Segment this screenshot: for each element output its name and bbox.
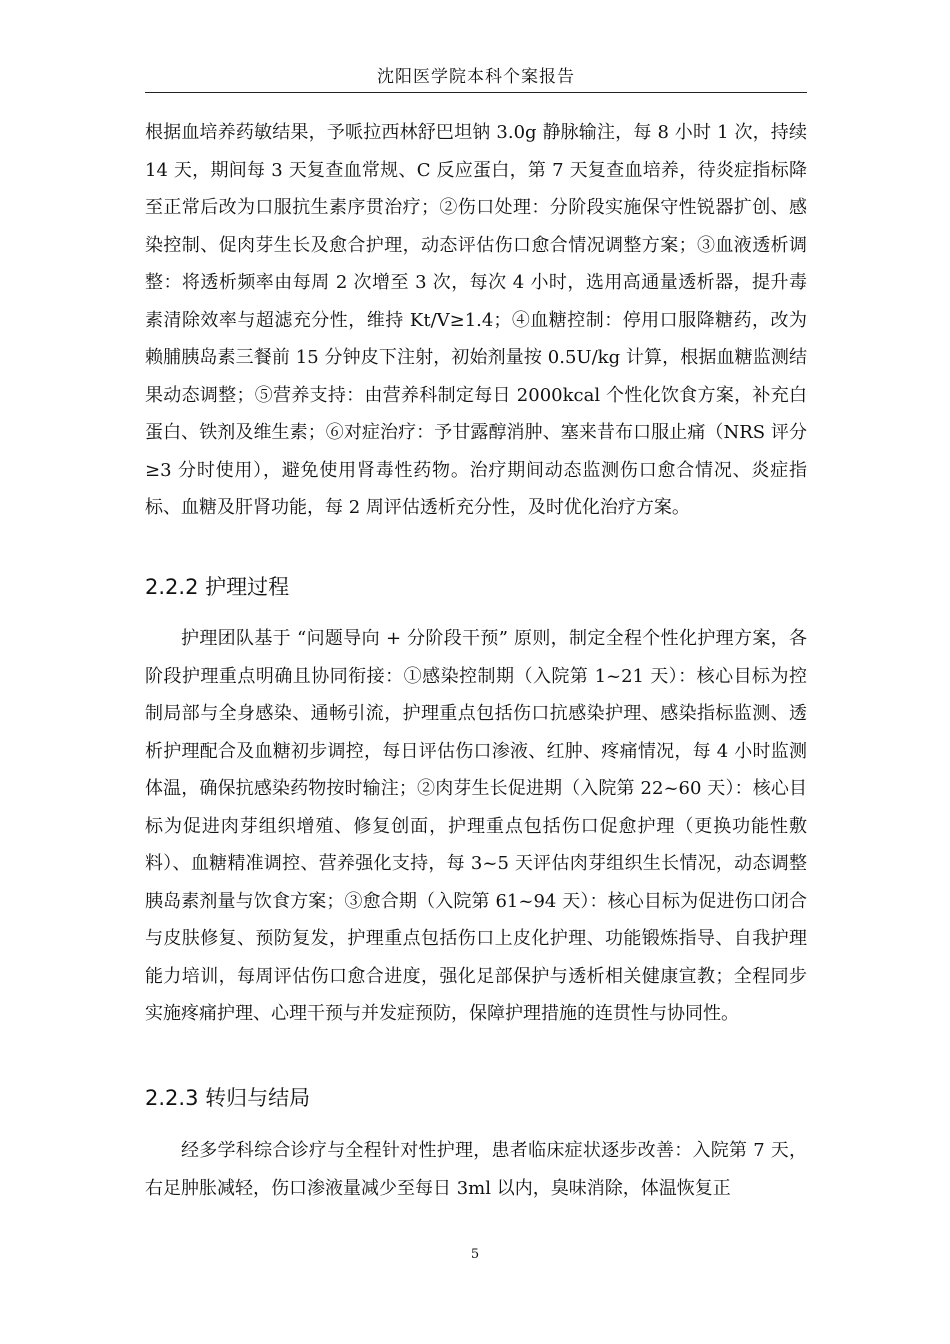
header-divider	[145, 92, 807, 93]
treatment-paragraph: 根据血培养药敏结果，予哌拉西林舒巴坦钠 3.0g 静脉输注，每 8 小时 1 次，持续 14 天，期间每 3 天复查血常规、C 反应蛋白，第 7 天复查血培养，待炎症指标降至正常后改为口服抗生素序贯治疗；②伤口处理：分阶段实施保守性锐器扩创、感染控制、促肉芽生长及愈合护理，动态评估伤口愈合情况调整方案；③血液透析调整：将透析频率由每周 2 次增至 3 次，每次 4 小时，选用高通量透析器，提升毒素清除效率与超滤充分性，维持 Kt/V≥1.4；④血糖控制：停用口服降糖药，改为赖脯胰岛素三餐前 15 分钟皮下注射，初始剂量按 0.5U/kg 计算，根据血糖监测结果动态调整；⑤营养支持：由营养科制定每日 2000kcal 个性化饮食方案，补充白蛋白、铁剂及维生素；⑥对症治疗：予甘露醇消肿、塞来昔布口服止痛（NRS 评分≥3 分时使用），避免使用肾毒性药物。治疗期间动态监测伤口愈合情况、炎症指标、血糖及肝肾功能，每 2 周评估透析充分性，及时优化治疗方案。	[145, 122, 807, 518]
outcome-paragraph: 经多学科综合诊疗与全程针对性护理，患者临床症状逐步改善：入院第 7 天，右足肿胀减轻，伤口渗液量减少至每日 3ml 以内，臭味消除，体温恢复正	[145, 1140, 807, 1199]
nursing-section	[145, 620, 807, 1033]
outcome-section	[145, 1132, 807, 1207]
section-heading-outcome: 2.2.3 转归与结局	[145, 1086, 311, 1110]
nursing-paragraph: 护理团队基于 “问题导向 + 分阶段干预” 原则，制定全程个性化护理方案，各阶段护理重点明确且协同衔接：①感染控制期（入院第 1~21 天）：核心目标为控制局部与全身感染、通畅引流，护理重点包括伤口抗感染护理、感染指标监测、透析护理配合及血糖初步调控，每日评估伤口渗液、红肿、疼痛情况，每 4 小时监测体温，确保抗感染药物按时输注；②肉芽生长促进期（入院第 22~60 天）：核心目标为促进肉芽组织增殖、修复创面，护理重点包括伤口促愈护理（更换功能性敷料）、血糖精准调控、营养强化支持，每 3~5 天评估肉芽组织生长情况，动态调整胰岛素剂量与饮食方案；③愈合期（入院第 61~94 天）：核心目标为促进伤口闭合与皮肤修复、预防复发，护理重点包括伤口上皮化护理、功能锻炼指导、自我护理能力培训，每周评估伤口愈合进度，强化足部保护与透析相关健康宣教；全程同步实施疼痛护理、心理干预与并发症预防，保障护理措施的连贯性与协同性。	[145, 628, 807, 1024]
page-header-title: 沈阳医学院本科个案报告	[377, 67, 575, 87]
treatment-section	[145, 114, 807, 527]
page-number: 5	[470, 1247, 480, 1262]
section-heading-nursing: 2.2.2 护理过程	[145, 575, 290, 599]
